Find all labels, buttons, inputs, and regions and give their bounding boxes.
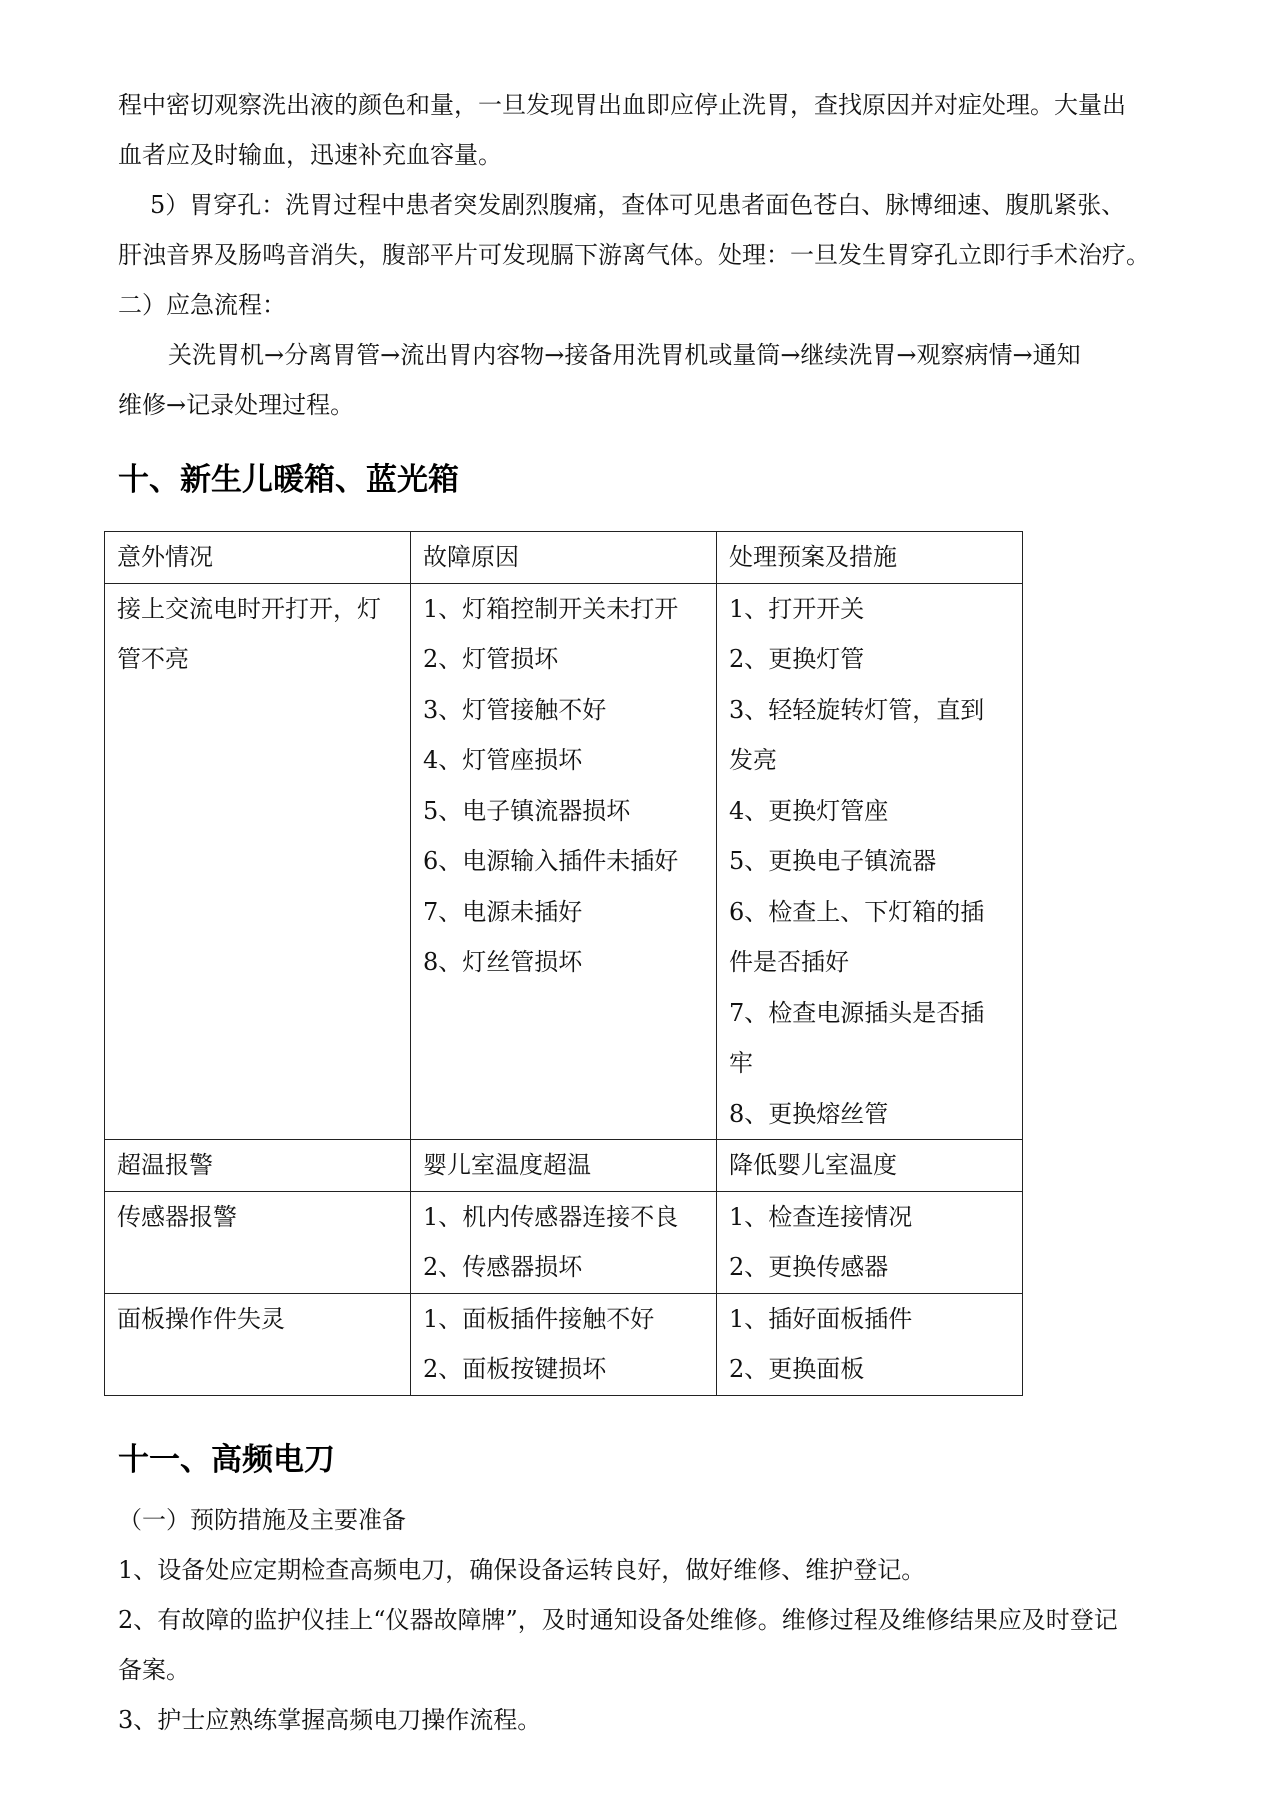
section-10-title: 十、新生儿暖箱、蓝光箱 (118, 462, 459, 498)
situation-cell (105, 1293, 411, 1395)
cell-line: 5、更换电子镇流器 (729, 847, 937, 875)
intro-line-1: 程中密切观察洗出液的颜色和量，一旦发现胃出血即应停止洗胃，查找原因并对症处理。大量出 (118, 91, 1126, 119)
table-row (105, 1293, 1023, 1395)
intro-line-2: 血者应及时输血，迅速补充血容量。 (118, 141, 502, 169)
cell-line: 3、轻轻旋转灯管，直到 (729, 695, 985, 724)
header-cause: 故障原因 (411, 532, 717, 584)
cell-line: 8、灯丝管损坏 (423, 948, 583, 976)
cell-line: 面板操作件失灵 (117, 1304, 285, 1333)
cell-line: 管不亮 (117, 645, 189, 673)
cell-line: 1、检查连接情况 (729, 1202, 913, 1231)
cell-line: 件是否插好 (729, 948, 849, 976)
cell-line: 1、面板插件接触不好 (423, 1304, 655, 1333)
cell-line: 超温报警 (117, 1151, 213, 1179)
cell-line: 8、更换熔丝管 (729, 1099, 889, 1128)
section-11-item-1: 1、设备处应定期检查高频电刀，确保设备运转良好，做好维修、维护登记。 (118, 1556, 926, 1584)
measure-cell (717, 1293, 1023, 1395)
measure-cell (717, 1191, 1023, 1293)
cause-cell (411, 583, 717, 1140)
situation-cell (105, 1140, 411, 1192)
table-row (105, 583, 1023, 1140)
cell-line: 5、电子镇流器损坏 (423, 796, 631, 825)
measure-cell (717, 583, 1023, 1140)
cell-line: 发亮 (729, 746, 777, 774)
section-11-title: 十一、高频电刀 (118, 1442, 335, 1478)
header-measure: 处理预案及措施 (717, 532, 1023, 584)
situation-cell (105, 583, 411, 1140)
intro-line-3: 5）胃穿孔：洗胃过程中患者突发剧烈腹痛，查体可见患者面色苍白、脉博细速、腹肌紧张、 (150, 191, 1126, 219)
cell-line: 2、面板按键损坏 (423, 1355, 607, 1383)
cell-line: 牢 (729, 1049, 753, 1077)
table-row (105, 1140, 1023, 1192)
cell-line: 1、打开开关 (729, 594, 865, 623)
cell-line: 2、更换面板 (729, 1355, 865, 1383)
emergency-flow-line-2: 维修→记录处理过程。 (118, 391, 355, 419)
cause-cell (411, 1140, 717, 1192)
cell-line: 2、传感器损坏 (423, 1253, 583, 1281)
cell-line: 4、灯管座损坏 (423, 746, 583, 774)
section-11-item-2: 2、有故障的监护仪挂上“仪器故障牌”，及时通知设备处维修。维修过程及维修结果应及时登记 (118, 1606, 1118, 1634)
cell-line: 6、电源输入插件未插好 (423, 847, 679, 875)
cell-line: 7、检查电源插头是否插 (729, 998, 985, 1027)
section-11-item-2-cont: 备案。 (118, 1656, 190, 1684)
cell-line: 婴儿室温度超温 (423, 1151, 591, 1179)
cell-line: 4、更换灯管座 (729, 796, 889, 825)
situation-cell (105, 1191, 411, 1293)
cell-line: 1、插好面板插件 (729, 1304, 913, 1333)
header-situation: 意外情况 (105, 532, 411, 584)
emergency-flow-heading: 二）应急流程： (118, 291, 286, 319)
table-row (105, 1191, 1023, 1293)
intro-line-4: 肝浊音界及肠鸣音消失，腹部平片可发现膈下游离气体。处理：一旦发生胃穿孔立即行手术治疗。 (118, 241, 1150, 269)
cell-line: 接上交流电时开打开，灯 (117, 594, 381, 623)
section-11-item-3: 3、护士应熟练掌握高频电刀操作流程。 (118, 1706, 542, 1734)
cell-line: 2、灯管损坏 (423, 645, 559, 673)
cell-line: 降低婴儿室温度 (729, 1151, 897, 1179)
emergency-flow-line-1: 关洗胃机→分离胃管→流出胃内容物→接备用洗胃机或量筒→继续洗胃→观察病情→通知 (168, 341, 1081, 369)
cell-line: 7、电源未插好 (423, 897, 583, 926)
cell-line: 1、灯箱控制开关未打开 (423, 594, 679, 623)
table-header-row (105, 532, 1023, 584)
cell-line: 3、灯管接触不好 (423, 695, 607, 724)
cause-cell (411, 1293, 717, 1395)
incubator-fault-table (104, 531, 1023, 1396)
cell-line: 2、更换传感器 (729, 1253, 889, 1281)
section-11-subtitle: （一）预防措施及主要准备 (118, 1506, 406, 1534)
cell-line: 2、更换灯管 (729, 645, 865, 673)
measure-cell (717, 1140, 1023, 1192)
cell-line: 传感器报警 (117, 1202, 237, 1231)
cell-line: 6、检查上、下灯箱的插 (729, 897, 985, 926)
cause-cell (411, 1191, 717, 1293)
cell-line: 1、机内传感器连接不良 (423, 1202, 679, 1231)
